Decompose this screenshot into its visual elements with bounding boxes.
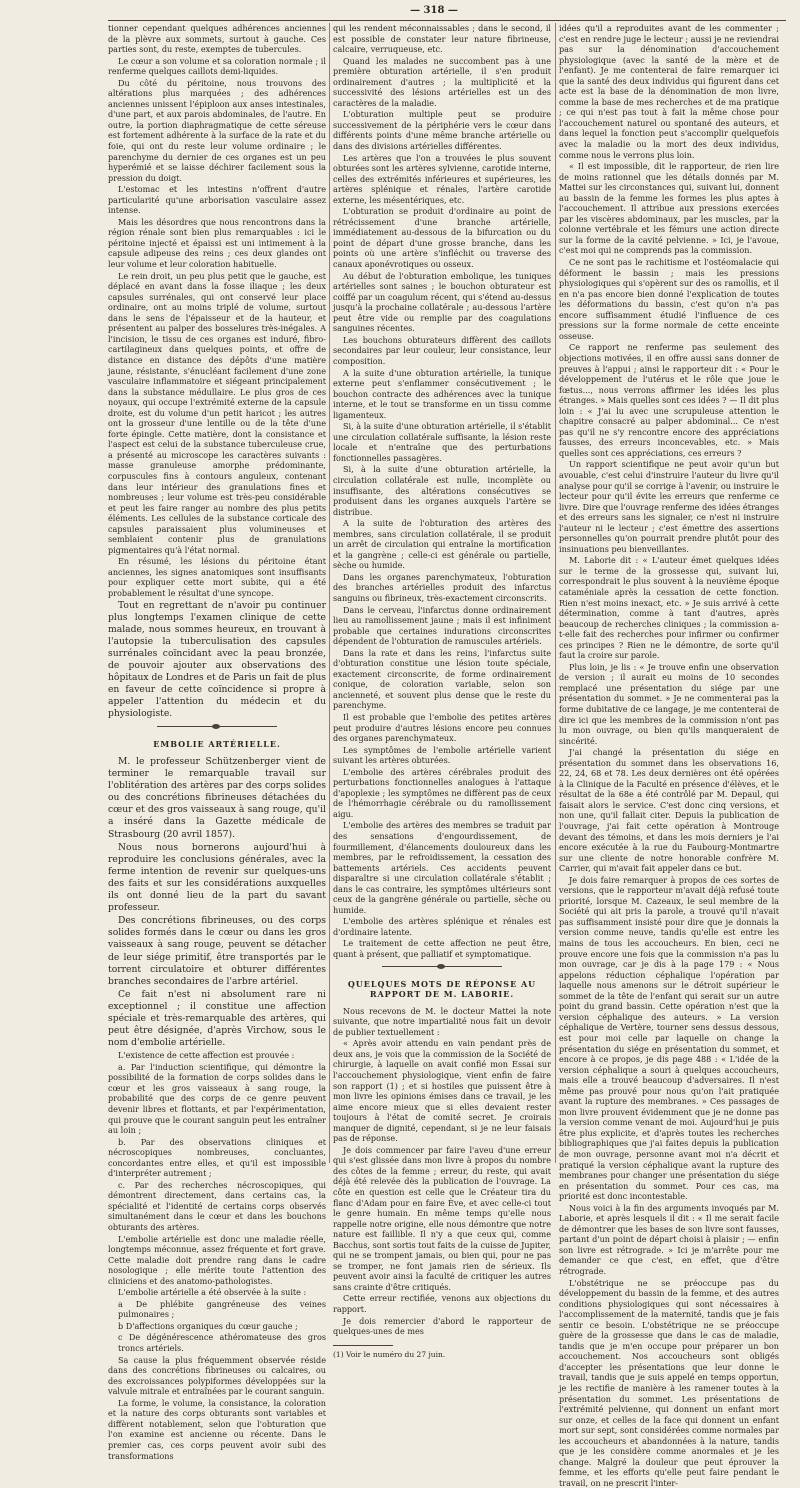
paragraph: c. Par des recherches nécroscopiques, qui démontrent directement, dans certains cas, la spécialité et l'identité de certains corps observés simultanément dans le cœur et dans les bouchons obturants des artères.	[108, 1179, 326, 1233]
column-1	[108, 23, 326, 1461]
paragraph: b D'affections organiques du cœur gauche ;	[118, 1320, 298, 1331]
paragraph: Tout en regrettant de n'avoir pu continuer plus longtemps l'examen clinique de cette malade, nous sommes heureux, en trouvant à l'autopsie la tuberculisation des capsules surrénales coïncidant avec la peau bronzée, de pouvoir ajouter aux observations des hôpitaux de Londres et de Paris un fait de plus en faveur de cette coïncidence si propre à appeler l'attention du médecin et du physiologiste.	[108, 599, 326, 720]
paragraph: Le traitement de cette affection ne peut être, quant à présent, que palliatif et symptomatique.	[333, 938, 551, 960]
page-number: — 318 —	[410, 5, 458, 16]
paragraph: Sa cause la plus fréquemment observée réside dans des concrétions fibrineuses ou calcaires, ou des excroissances polypiformes développées sur la valvule mitrale et entraînées par le courant sanguin.	[108, 1354, 326, 1397]
paragraph: Au début de l'obturation embolique, les tuniques artérielles sont saines ; le bouchon obturateur est coiffé par un coagulum récent, qui s'étend au-dessus jusqu'à la prochaine collatérale ; au-dessous l'artère peut être vide ou remplie par des coagulations sanguines récentes.	[333, 270, 551, 334]
header-rule	[108, 20, 786, 21]
paragraph: Je dois faire remarquer à propos de ces sortes de versions, que le rapporteur m'avait déjà refusé toute priorité, lorsque M. Cazeaux, le seul membre de la Société qui ait pris la parole, a trouvé qu'il n'avait pas suffisamment insisté pour dire que je donnais la version comme neuve, tandis qu'elle est entre les mains de tous les accoucheurs. En bien, ceci ne prouve encore une fois que la commission n'a pas lu mon ouvrage, car je dis à la page 179 : « Nous appelons réduction céphalique l'opération par laquelle nous amenons sur le détroit supérieur le sommet de la tête de l'enfant qui serait sur un autre point du grand bassin. Cette opération n'est que la version céphalique des auteurs. » La version céphalique de Vertère, tourner sens dessus dessous, est pour moi celle par laquelle on change la présentation du siége en présentation du sommet, et encore à ce propos, je dis page 488 : « L'idée de la version céphalique a souri à quelques accoucheurs, mais elle a trouvé beaucoup d'adversaires. Il n'est même pas prouvé pour nous qu'on l'ait pratiquée avant la rupture des membranes. » Ces passages de mon livre prouvent évidemment que je ne donne pas la version comme venant de moi. Aujourd'hui je puis être plus explicite, et d'après toutes les recherches bibliographiques que j'ai faites depuis la publication de mon ouvrage, personne avant moi n'a décrit et pratiqué la version céphalique avant la rupture des membranes pour changer une présentation du siége en présentation du sommet. Pour ces cas, ma priorité est donc incontestable.	[559, 874, 779, 1202]
paragraph: L'existence de cette affection est prouvée :	[118, 1050, 295, 1061]
paragraph: Des concrétions fibrineuses, ou des corps solides formés dans le cœur ou dans les gros vaisseaux à sang rouge, peuvent se détacher de leur siége primitif, être transportés par le torrent circulatoire et obturer différentes branches secondaires de l'arbre artériel.	[108, 915, 326, 987]
column-2	[333, 23, 551, 1359]
paragraph: L'obstétrique ne se préoccupe pas du développement du bassin de la femme, et des autres conditions physiologiques qui sont nécessaires à l'accomplissement de la maternité, tandis que je fais sentir ce besoin. L'obstétrique ne se préoccupe guère de la grossesse que dans le cas de maladie, tandis que je m'en occupe pour préparer un bon accouchement. Nos accoucheurs sont obligés d'accepter les présentations que leur donne le travail, tandis que je suis appelé en temps opportun, je les rectifie de manière à les ramener toutes à la présentation du sommet. Les présentations de l'extrémité pelvienne, qui donnent un enfant mort sur onze, et celles de la face qui donnent un enfant mort sur sept, sont considérées comme normales par les accoucheurs et abandonnées à la nature, tandis que je les considère comme anormales et je les change. Malgré la douleur que peut éprouver la femme, et les efforts qu'elle peut faire pendant le travail, on ne prescrit l'inter-	[559, 1277, 779, 1488]
paragraph: Nous voici à la fin des arguments invoqués par M. Laborie, et après lesquels il dit : « Il me serait facile de démontrer que les bases de son livre sont fausses, partant d'un point de départ choisi à plaisir ; — enfin son livre est rétrograde. » Ici je m'arrête pour me demander ce que c'est, en effet, que d'être rétrograde.	[559, 1202, 779, 1276]
ornament-rule	[157, 726, 277, 733]
paragraph: Il est probable que l'embolie des petites artères peut produire d'autres lésions encore peu connues des organes parenchymateux.	[333, 712, 551, 744]
paragraph: J'ai changé la présentation du siége en présentation du sommet dans les observations 16, 22, 24, 68 et 78. Les deux dernières ont été opérées à la Clinique de la Faculté en présence d'élèves, et le résultat de la 68e a été contrôlé par M. Depaul, qui faisait alors le service. C'est donc cinq versions, et non une, qu'il fallait citer. Depuis la publication de l'ouvrage, j'ai fait cette opération à Montrouge devant des témoins, et dans les mois derniers je l'ai encore exécutée à la rue du Faubourg-Montmartre sur une cliente de notre honorable confrère M. Carrier, qui m'avait fait appeler dans ce but.	[559, 747, 779, 874]
paragraph: Les artères que l'on a trouvées le plus souvent obturées sont les artères sylvienne, carotide interne, celles des extrémités inférieures et supérieures, les artères splénique et rénales, l'artère carotide externe, les mésentériques, etc.	[333, 152, 551, 205]
paragraph: Un rapport scientifique ne peut avoir qu'un but avouable, c'est celui d'instruire l'auteur du livre qu'il analyse pour qu'il se corrige à l'avenir, ou instruire le lecteur pour qu'il évite les erreurs que renferme ce livre. Dire que l'ouvrage renferme des idées étranges et des erreurs sans les signaler, ce n'est ni instruire l'auteur ni le lecteur ; c'est émettre des assertions personnelles qu'on pourrait prendre plutôt pour des insinuations peu bienveillantes.	[559, 459, 779, 554]
paragraph: Les bouchons obturateurs diffèrent des caillots secondaires par leur couleur, leur consistance, leur composition.	[333, 334, 551, 366]
paragraph: Si, à la suite d'une obturation artérielle, la circulation collatérale est nulle, incomplète ou insuffisante, des altérations consécutives se produisent dans les organes auxquels l'artère se distribue.	[333, 464, 551, 517]
paragraph: A la suite de l'obturation des artères des membres, sans circulation collatérale, il se produit un arrêt de circulation qui entraîne la mortification et la gangrène ; celle-ci est générale ou partielle, sèche ou humide.	[333, 518, 551, 571]
column-separator-1	[329, 23, 330, 1163]
page-header	[108, 4, 760, 18]
section-title-embolie: EMBOLIE ARTÉRIELLE.	[153, 739, 281, 750]
paragraph: L'estomac et les intestins n'offrent d'autre particularité qu'une arborisation vasculaire assez intense.	[108, 184, 326, 216]
paragraph: tionner cependant quelques adhérences anciennes de la plèvre aux sommets, surtout à gauche. Ces parties sont, du reste, exemptes de tubercules.	[108, 23, 326, 55]
paragraph: Nous recevons de M. le docteur Mattei la note suivante, que notre impartialité nous fait un devoir de publier textuellement :	[333, 1005, 551, 1037]
paragraph: Ce ne sont pas le rachitisme et l'ostéomalacie qui déforment le bassin ; mais les pressions physiologiques qui s'opèrent sur des os ramollis, et il en n'a pas encore bien donné l'explication de toutes les déformations du bassin, c'est qu'on n'a pas encore suffisamment étudié l'influence de ces pressions sur la forme normale de cette enceinte osseuse.	[559, 257, 779, 341]
paragraph: L'obturation se produit d'ordinaire au point de rétrécissement d'une branche artérielle, immédiatement au-dessous de la bifurcation ou du point de départ d'une grosse branche, dans les points où une artère s'infléchit ou traverse des canaux aponévrotiques ou osseux.	[333, 206, 551, 270]
paragraph: M. le professeur Schützenberger vient de terminer le remarquable travail sur l'oblitération des artères par des corps solides ou des concrétions fibrineuses détachées du cœur et des gros vaisseaux à sang rouge, qu'il a inséré dans la Gazette médicale de Strasbourg (20 avril 1857).	[108, 756, 326, 840]
paragraph: a. Par l'induction scientifique, qui démontre la possibilité de la formation de corps solides dans le cœur et les gros vaisseaux à sang rouge, la probabilité que des corps de ce genre peuvent devenir libres et flottants, et par l'expérimentation, qui prouve que le courant sanguin peut les entraîner au loin ;	[108, 1061, 326, 1136]
section-title-reponse: QUELQUES MOTS DE RÉPONSE AU RAPPORT DE M. LABORIE.	[347, 978, 537, 1000]
paragraph: Plus loin, je lis : « Je trouve enfin une observation de version ; il aurait eu moins de 10 secondes remplacé une présentation du siége par une présentation du sommet. » Je ne commenterai pas la forme dubitative de ce langage, je me contenterai de dire ici que les membres de la commission n'ont pas lu mon ouvrage, ou bien qu'ils manqueraient de sincérité.	[559, 661, 779, 746]
footnote: (1) Voir le numéro du 27 juin.	[333, 1349, 446, 1359]
paragraph: Les symptômes de l'embolie artérielle varient suivant les artères obturées.	[333, 744, 551, 766]
paragraph: Dans le cerveau, l'infarctus donne ordinairement lieu au ramollissement jaune ; mais il est infiniment probable que certaines indurations circonscrites dépendent de l'obturation de ramuscules artériels.	[333, 604, 551, 647]
paragraph: Ce rapport ne renferme pas seulement des objections motivées, il en offre aussi sans donner de preuves à l'appui ; ainsi le rapporteur dit : « Pour le développement de l'utérus et le rôle que joue le fœtus..., nous verrons affirmer les idées les plus étranges. » Mais quelles sont ces idées ? — Il dit plus loin : « J'ai lu avec une scrupuleuse attention le chapitre consacré au palper abdominal... Ce n'est pas qu'il ne s'y rencontre encore des appréciations fausses, des erreurs inconcevables, etc. » Mais quelles sont ces appréciations, ces erreurs ?	[559, 342, 779, 458]
paragraph: idées qu'il a reproduites avant de les commenter ; c'est en rendre juge le lecteur ; aussi je ne reviendrai pas sur la dénomination d'accouchement physiologique (avec la santé de la mère et de l'enfant). Je me contenterai de faire remarquer ici que la santé des deux individus qui figurent dans cet acte est la base de la dénomination de mon livre, comme la base de mes recherches et de ma pratique ; ce qui n'est pas tout à fait la même chose pour l'accouchement naturel ou spontané des auteurs, et dans lequel la fonction peut s'accomplir quelquefois avec la maladie ou la mort des deux individus, comme nous le verrons plus loin.	[559, 23, 779, 160]
paragraph: Quand les malades ne succombent pas à une première obturation artérielle, il s'en produit ordinairement d'autres ; la multiplicité et la successivité des lésions artérielles est un des caractères de la maladie.	[333, 55, 551, 108]
paragraph: Nous nous bornerons aujourd'hui à reproduire les conclusions générales, avec la ferme intention de revenir sur quelques-uns des faits et sur les considérations auxquelles ils ont donné lieu de la part du savant professeur.	[108, 841, 326, 914]
paragraph: L'obturation multiple peut se produire successivement de la périphérie vers le cœur dans différents points d'une même branche artérielle ou dans des divisions artérielles différentes.	[333, 109, 551, 152]
paragraph: Je dois commencer par faire l'aveu d'une erreur qui s'est glissée dans mon livre à propos du nombre des côtes de la femme ; erreur, du reste, qui avait déjà été relevée dès la publication de l'ouvrage. La côte en question est celle que le Créateur tira du flanc d'Adam pour en faire Ève, et avec celle-ci tout le genre humain. En même temps qu'elle nous rappelle notre origine, elle nous démontre que notre nature est faillible. Il n'y a que ceux qui, comme Bacchus, sont sortis tout faits de la cuisse de Jupiter, qui ne se trompent jamais, ou bien qui, pour ne pas se tromper, ne font jamais rien de sérieux. Ils peuvent avoir ainsi la faculté de critiquer les autres sans crainte d'être critiqués.	[333, 1144, 551, 1292]
paragraph: Ce fait n'est ni absolument rare ni exceptionnel ; il constitue une affection spéciale et très-remarquable des artères, qui peut être désignée, d'après Virchow, sous le nom d'embolie artérielle.	[108, 988, 326, 1049]
paragraph: qui les rendent méconnaissables ; dans le second, il est possible de constater leur nature fibrineuse, calcaire, verruqueuse, etc.	[333, 23, 551, 55]
footnote-rule	[333, 1345, 393, 1346]
paragraph: M. Laborie dit : « L'auteur émet quelques idées sur le terme de la grossesse qui, suivant lui, correspondrait le plus souvent à la neuvième époque cataméniale après la cessation de cette fonction. Rien n'est moins inexact, etc. » Je suis arrivé à cette détermination, comme à tant d'autres, après beaucoup de recherches cliniques ; la commission a-t-elle fait des recherches pour infirmer ou confirmer ces principes ? Rien ne le démontre, de sorte qu'il faut la croire sur parole.	[559, 555, 779, 661]
paragraph: a De phlébite gangréneuse des veines pulmonaires ;	[118, 1298, 326, 1320]
paragraph: Si, à la suite d'une obturation artérielle, il s'établit une circulation collatérale suffisante, la lésion reste locale et n'entraîne que des perturbations fonctionnelles passagères.	[333, 421, 551, 463]
paragraph: c De dégénérescence athéromateuse des gros troncs artériels.	[118, 1332, 326, 1354]
paragraph: Le cœur a son volume et sa coloration normale ; il renferme quelques caillots demi-liquides.	[108, 55, 326, 77]
column-3	[559, 23, 779, 1488]
paragraph: La forme, le volume, la consistance, la coloration et la nature des corps obturants sont variables et diffèrent notablement, selon que l'obturation que l'on examine est ancienne ou récente. Dans le premier cas, ces corps peuvent avoir subi des transformations	[108, 1397, 326, 1461]
paragraph: « Il est impossible, dit le rapporteur, de rien lire de moins rationnel que les détails donnés par M. Mattei sur les circonstances qui, suivant lui, donnent au bassin de la femme les formes les plus aptes à l'accouchement. Il attribue aux pressions exercées par les viscères abdominaux, par les muscles, par la colonne vertébrale et les fémurs une action directe sur la forme de la cavité pelvienne. » Ici, je l'avoue, c'est moi qui ne comprends pas la commission.	[559, 161, 779, 256]
paragraph: Dans la rate et dans les reins, l'infarctus suite d'obturation constitue une lésion toute spéciale, exactement circonscrite, de forme ordinairement conique, de coloration variable, selon son ancienneté, et souvent plus dense que le reste du parenchyme.	[333, 647, 551, 711]
paragraph: b. Par des observations cliniques et nécroscopiques nombreuses, concluantes, concordantes entre elles, et qu'il est impossible d'interpréter autrement ;	[108, 1136, 326, 1179]
paragraph: A la suite d'une obturation artérielle, la tunique externe peut s'enflammer consécutivement ; le bouchon contracte des adhérences avec la tunique interne, et le tout se transforme en un tissu comme ligamenteux.	[333, 367, 551, 420]
paragraph: L'embolie des artères splénique et rénales est d'ordinaire latente.	[333, 916, 551, 937]
paragraph: Mais les désordres que nous rencontrons dans la région rénale sont bien plus remarquables : ici le péritoine injecté et épaissi est uni intimement à la capsule adipeuse des reins ; ces deux glandes ont leur volume et leur coloration habituelle.	[108, 216, 326, 270]
paragraph: Dans les organes parenchymateux, l'obturation des branches artérielles produit des infarctus sanguins ou fibrineux, très-exactement circonscrits.	[333, 571, 551, 603]
paragraph: Je dois remercier d'abord le rapporteur de quelques-unes de mes	[333, 1315, 551, 1337]
paragraph: Du côté du péritoine, nous trouvons des altérations plus marquées ; des adhérences anciennes unissent l'épiploon aux anses intestinales, d'une part, et aux parois abdominales, de l'autre. En outre, la portion diaphragmatique de cette séreuse est fortement adhérente à la surface de la rate et du foie, qui ont du reste leur volume ordinaire ; le parenchyme du dernier de ces organes est un peu hyperémié et se laisse déchirer facilement sous la pression du doigt.	[108, 77, 326, 183]
column-separator-2	[555, 23, 556, 1163]
paragraph: Cette erreur rectifiée, venons aux objections du rapport.	[333, 1293, 551, 1314]
paragraph: L'embolie artérielle est donc une maladie réelle, longtemps méconnue, assez fréquente et fort grave. Cette maladie doit prendre rang dans le cadre nosologique ; elle mérite toute l'attention des cliniciens et des anatomo-pathologistes.	[108, 1233, 326, 1286]
paragraph: « Après avoir attendu en vain pendant près de deux ans, je vois que la commission de la Société de chirurgie, à laquelle on avait confié mon Essai sur l'accouchement physiologique, vient enfin de faire son rapport (1) ; et si hostiles que puissent être à mon livre les opinions émises dans ce travail, je les aime encore mieux que si elles devaient rester toujours à l'état de comité secret. Je croirais manquer de dignité, cependant, si je ne leur faisais pas de réponse.	[333, 1038, 551, 1144]
paragraph: L'embolie des artères des membres se traduit par des sensations d'engourdissement, de fourmillement, d'élancements douloureux dans les membres, par le refroidissement, la cessation des battements artériels. Ces accidents peuvent disparaître si une circulation collatérale s'établit ; dans le cas contraire, les symptômes ultérieurs sont ceux de la gangrène générale ou partielle, sèche ou humide.	[333, 820, 551, 915]
paragraph: L'embolie artérielle a été observée à la suite :	[118, 1287, 307, 1298]
paragraph: En résumé, les lésions du péritoine étant anciennes, les signes anatomiques sont insuffisants pour expliquer cette mort subite, qui a été probablement le résultat d'une syncope.	[108, 556, 326, 598]
paragraph: Le rein droit, un peu plus petit que le gauche, est déplacé en avant dans la fosse iliaque ; les deux capsules surrénales, qui ont conservé leur place ordinaire, ont au moins triplé de volume, surtout dans le sens de l'épaisseur et de la hauteur, et présentent au palper des bosselures très-inégales. A l'incision, le tissu de ces organes est induré, fibro-cartilagineux dans quelques points, et offre de distance en distance des dépôts d'une matière jaune, résistante, s'énucléant facilement d'une zone vasculaire inflammatoire et siégeant principalement dans la substance médullaire. Le plus gros de ces noyaux, qui occupe l'extrémité externe de la capsule droite, est du volume d'un petit haricot ; les autres ont la grosseur d'une lentille ou de la tête d'une forte épingle. Cette matière, dont la consistance et l'aspect est celui de la substance tuberculeuse crue, a présenté au microscope les caractères suivants : masse granuleuse amorphe prédominante, corpuscules fins à contours anguleux, contenant dans leur intérieur des granulations fines et nombreuses ; leur volume est très-peu considérable et peut les faire ranger au nombre des plus petits éléments. Les cellules de la substance corticale des capsules paraissaient plus volumineuses et semblaient contenir plus de granulations pigmentaires qu'à l'état normal.	[108, 270, 326, 555]
ornament-rule	[382, 966, 502, 973]
paragraph: L'embolie des artères cérébrales produit des perturbations fonctionnelles analogues à l'attaque d'apoplexie ; les symptômes ne diffèrent pas de ceux de l'hémorrhagie cérébrale ou du ramollissement aigu.	[333, 766, 551, 819]
